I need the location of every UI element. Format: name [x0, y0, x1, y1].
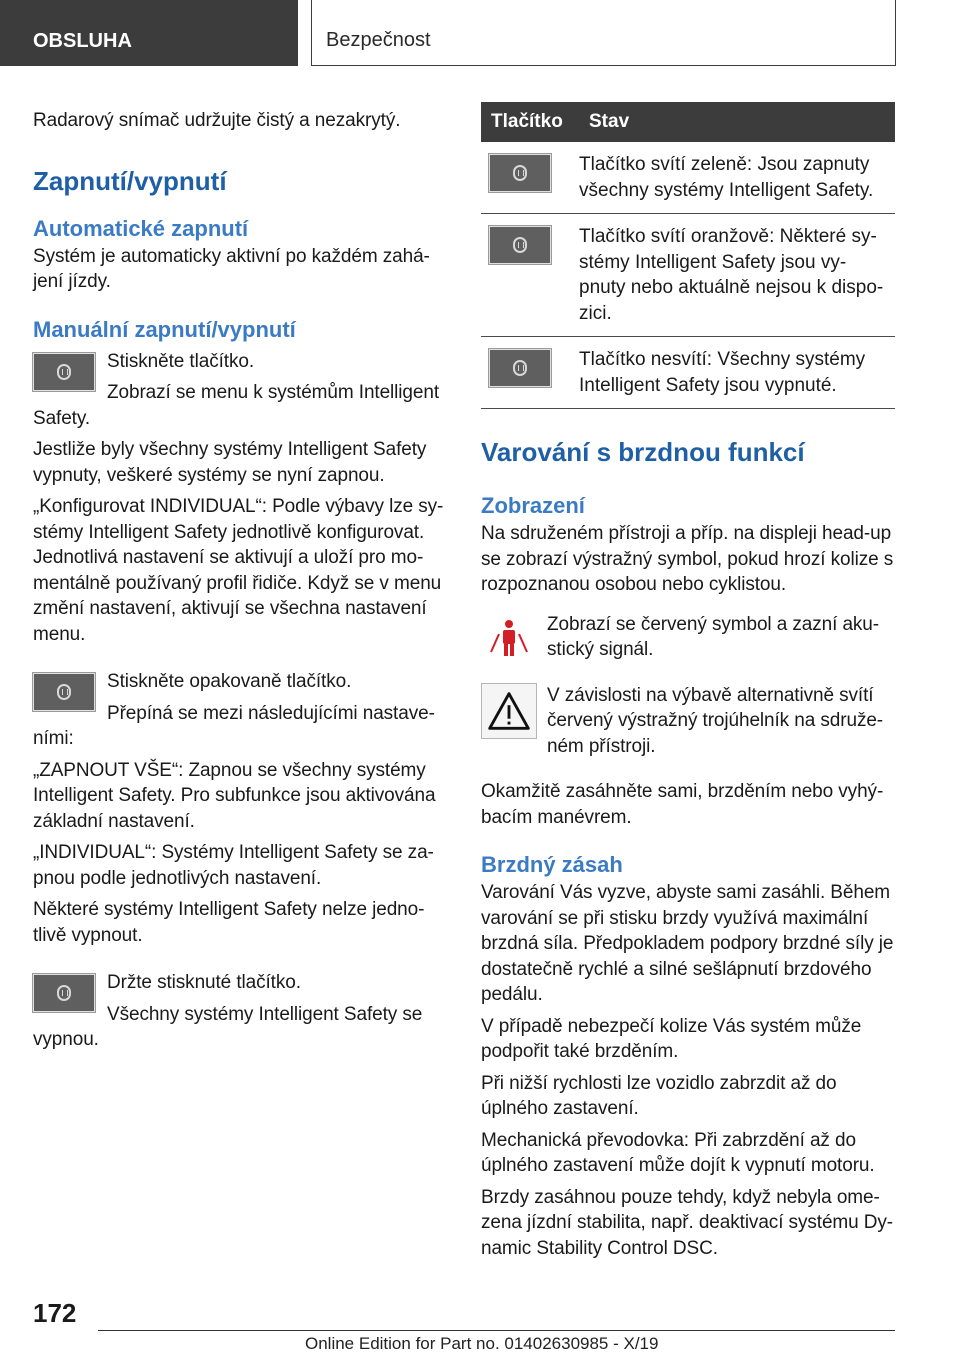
page-number: 172 — [33, 1298, 77, 1328]
step-press-repeatedly — [33, 669, 447, 752]
step1-text: Stiskněte tlačítko. — [107, 350, 255, 372]
step2-text: Stiskněte opakovaně tlačítko. — [107, 671, 352, 692]
table-header-state: Stav — [579, 102, 895, 142]
button-off-icon — [489, 349, 551, 387]
step-press-button — [33, 349, 447, 432]
step1-result: Zobrazí se menu k systémům Intelligent Safety. — [33, 382, 440, 429]
table-cell-state: Tlačítko svítí zeleně: Jsou zapnuty všechny systémy Intelligent Safety. — [579, 142, 895, 214]
edition-text: Online Edition for Part no. 01402630985 - X/19 — [305, 1334, 659, 1353]
heading-brake-warning: Varování s brzdnou funkcí — [481, 437, 805, 467]
all-off-text: Jestliže byly všechny systémy Intelligent Safety vypnuty, veškeré systémy se nyní zapnou. — [33, 439, 427, 486]
intelligent-safety-button-icon — [33, 974, 95, 1012]
intelligent-safety-button-icon — [33, 353, 95, 391]
auto-on-text: Systém je automaticky aktivní po každém zahá- jení jízdy. — [33, 245, 430, 292]
heading-manual-on-off: Manuální zapnutí/vypnutí — [33, 316, 296, 342]
page-header — [0, 0, 960, 66]
cannot-disable-text: Některé systémy Intelligent Safety nelze jedno- tlivě vypnout. — [33, 899, 425, 946]
button-orange-icon — [489, 226, 551, 264]
step2-result: Přepíná se mezi následujícími nastave- ními: — [33, 702, 435, 749]
footer-divider — [98, 1330, 895, 1331]
heading-auto-on: Automatické zapnutí — [33, 215, 249, 241]
button-green-icon — [489, 154, 551, 192]
step-hold-button — [33, 970, 447, 1053]
brake-text-4: Mechanická převodovka: Při zabrzdění až do úplného zastavení může dojít k vypnutí motoru. — [481, 1129, 875, 1176]
step3-text: Držte stisknuté tlačítko. — [107, 972, 301, 993]
react-text: Okamžitě zasáhněte sami, brzděním nebo vyhý- bacím manévrem. — [481, 781, 884, 828]
heading-brake-intervention: Brzdný zásah — [481, 852, 623, 877]
topic-label: Bezpečnost — [311, 0, 896, 66]
step3-result: Všechny systémy Intelligent Safety se vypnou. — [33, 1003, 423, 1050]
section-label: OBSLUHA — [0, 0, 298, 66]
table-cell-state: Tlačítko svítí oranžově: Některé sy- stémy Intelligent Safety jsou vy- pnuty nebo aktuálně nejsou k dispo- zici. — [579, 214, 895, 337]
individual-text: „INDIVIDUAL“: Systémy Intelligent Safety se za- pnou podle jednotlivých nastavení. — [33, 842, 434, 889]
page-footer — [0, 1290, 960, 1362]
all-on-text: „ZAPNOUT VŠE“: Zapnou se všechny systémy Intelligent Safety. Pro subfunkce jsou aktivována základní nastavení. — [33, 759, 436, 832]
intelligent-safety-button-icon — [33, 673, 95, 711]
brake-text-2: V případě nebezpečí kolize Vás systém může podpořit také brzděním. — [481, 1015, 862, 1062]
table-cell-state: Tlačítko nesvítí: Všechny systémy Intelligent Safety jsou vypnuté. — [579, 337, 895, 409]
table-header-button: Tlačítko — [481, 102, 579, 142]
brake-text-3: Při nižší rychlosti lze vozidlo zabrzdit až do úplného zastavení. — [481, 1072, 837, 1119]
left-column — [33, 100, 447, 1059]
display-text: Na sdruženém přístroji a příp. na displeji head-up se zobrazí výstražný symbol, pokud hrozí kolize s rozpoznanou osobou nebo cyklistou. — [481, 523, 894, 595]
button-status-table — [481, 102, 895, 409]
brake-text-1: Varování Vás vyzve, abyste sami zasáhli. Během varování se při stisku brzdy využívá maximální brzdná síla. Předpokladem podpory brzdné síly je dostatečně rychlé a silné sešlápnutí brzdového pedálu. — [481, 882, 894, 1005]
individual-config-text: „Konfigurovat INDIVIDUAL“: Podle výbavy lze sy- stémy Intelligent Safety jednotlivě konfigurovat. Jednotlivá nastavení se aktivují a uloží pro mo- mentálně používaný profil řidiče. Když se v menu změní nastavení, aktivují se všechna nastavení menu. — [33, 496, 444, 645]
right-column — [481, 102, 895, 1267]
heading-display: Zobrazení — [481, 493, 585, 518]
intro-text: Radarový snímač udržujte čistý a nezakrytý. — [33, 110, 401, 131]
triangle-warning-row — [481, 683, 895, 766]
pedestrian-warning-row — [481, 612, 895, 669]
table-row — [481, 214, 895, 337]
table-row — [481, 142, 895, 214]
pedestrian-warning-icon — [481, 612, 537, 668]
heading-on-off: Zapnutí/vypnutí — [33, 165, 227, 196]
brake-text-5: Brzdy zasáhnou pouze tehdy, když nebyla ome- zena jízdní stabilita, např. deaktivací systému Dy- namic Stability Control DSC. — [481, 1186, 894, 1259]
warning-triangle-icon — [481, 683, 537, 739]
pedestrian-warning-text: Zobrazí se červený symbol a zazní aku- stický signál. — [547, 613, 880, 660]
triangle-warning-text: V závislosti na výbavě alternativně svítí červený výstražný trojúhelník na sdruže- ném přístroji. — [547, 684, 884, 757]
table-row — [481, 337, 895, 409]
